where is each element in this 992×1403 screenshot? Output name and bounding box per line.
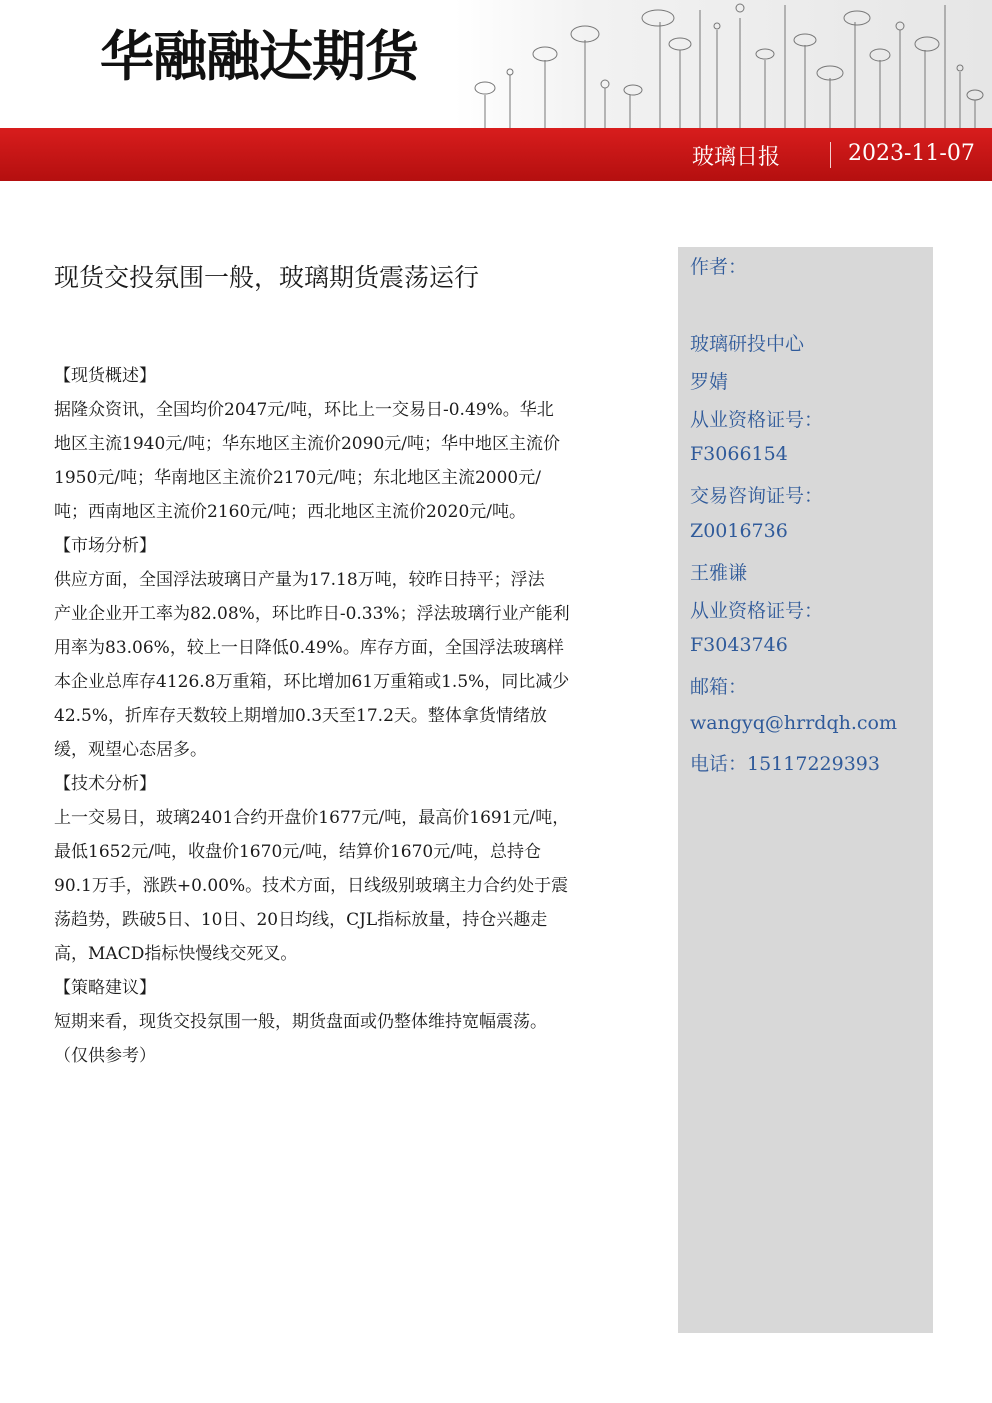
body-line: 据隆众资讯，全国均价2047元/吨，环比上一交易日-0.49%。华北 — [54, 400, 554, 420]
sidebar-email-label: 邮箱： — [690, 676, 748, 698]
body-line: 高，MACD指标快慢线交死叉。 — [54, 944, 298, 964]
report-type: 玻璃日报 — [692, 145, 781, 170]
section-heading-technical: 【技术分析】 — [54, 774, 156, 794]
sidebar-license-label: 从业资格证号： — [690, 409, 824, 431]
body-line: 吨；西南地区主流价2160元/吨；西北地区主流价2020元/吨。 — [54, 502, 526, 522]
sidebar-author-label: 作者： — [690, 256, 748, 278]
article-title: 现货交投氛围一般，玻璃期货震荡运行 — [54, 263, 480, 292]
sidebar-coauthor-name: 王雅谦 — [690, 562, 748, 584]
body-line: 本企业总库存4126.8万重箱，环比增加61万重箱或1.5%，同比减少 — [54, 672, 570, 692]
body-line: 供应方面，全国浮法玻璃日产量为17.18万吨，较昨日持平；浮法 — [54, 570, 545, 590]
body-line: 地区主流1940元/吨；华东地区主流价2090元/吨；华中地区主流价 — [54, 434, 560, 454]
body-line: 42.5%，折库存天数较上期增加0.3天至17.2天。整体拿货情绪放 — [54, 706, 547, 726]
sidebar-advisory-label: 交易咨询证号： — [690, 485, 824, 507]
sidebar-license-number-2: F3043746 — [690, 634, 788, 656]
sidebar-license-number: F3066154 — [690, 443, 788, 465]
header-decoration — [455, 0, 992, 128]
body-line: 短期来看，现货交投氛围一般，期货盘面或仍整体维持宽幅震荡。 — [54, 1012, 547, 1032]
body-line: 用率为83.06%，较上一日降低0.49%。库存方面，全国浮法玻璃样 — [54, 638, 564, 658]
body-line: 最低1652元/吨，收盘价1670元/吨，结算价1670元/吨，总持仓 — [54, 842, 541, 862]
body-line: 荡趋势，跌破5日、10日、20日均线，CJL指标放量，持仓兴趣走 — [54, 910, 548, 930]
header-divider — [830, 142, 831, 168]
sidebar-advisory-number: Z0016736 — [690, 520, 788, 542]
body-line: 上一交易日，玻璃2401合约开盘价1677元/吨，最高价1691元/吨， — [54, 808, 570, 828]
sidebar-email[interactable]: wangyq@hrrdqh.com — [690, 712, 897, 734]
report-date: 2023-11-07 — [848, 141, 975, 166]
sidebar-phone: 电话：15117229393 — [690, 753, 880, 775]
sidebar-author-name: 罗婧 — [690, 371, 729, 393]
section-heading-spot: 【现货概述】 — [54, 366, 156, 386]
body-line: 缓，观望心态居多。 — [54, 740, 207, 760]
sidebar-team: 玻璃研投中心 — [690, 333, 805, 355]
section-heading-market: 【市场分析】 — [54, 536, 156, 556]
company-logo: 华融融达期货 — [100, 25, 418, 88]
sidebar-license-label-2: 从业资格证号： — [690, 600, 824, 622]
body-line: 1950元/吨；华南地区主流价2170元/吨；东北地区主流2000元/ — [54, 468, 541, 488]
body-line: 产业企业开工率为82.08%，环比昨日-0.33%；浮法玻璃行业产能利 — [54, 604, 570, 624]
header-band — [0, 128, 992, 181]
body-line: 90.1万手，涨跌+0.00%。技术方面，日线级别玻璃主力合约处于震 — [54, 876, 569, 896]
body-line: （仅供参考） — [54, 1046, 156, 1066]
section-heading-strategy: 【策略建议】 — [54, 978, 156, 998]
